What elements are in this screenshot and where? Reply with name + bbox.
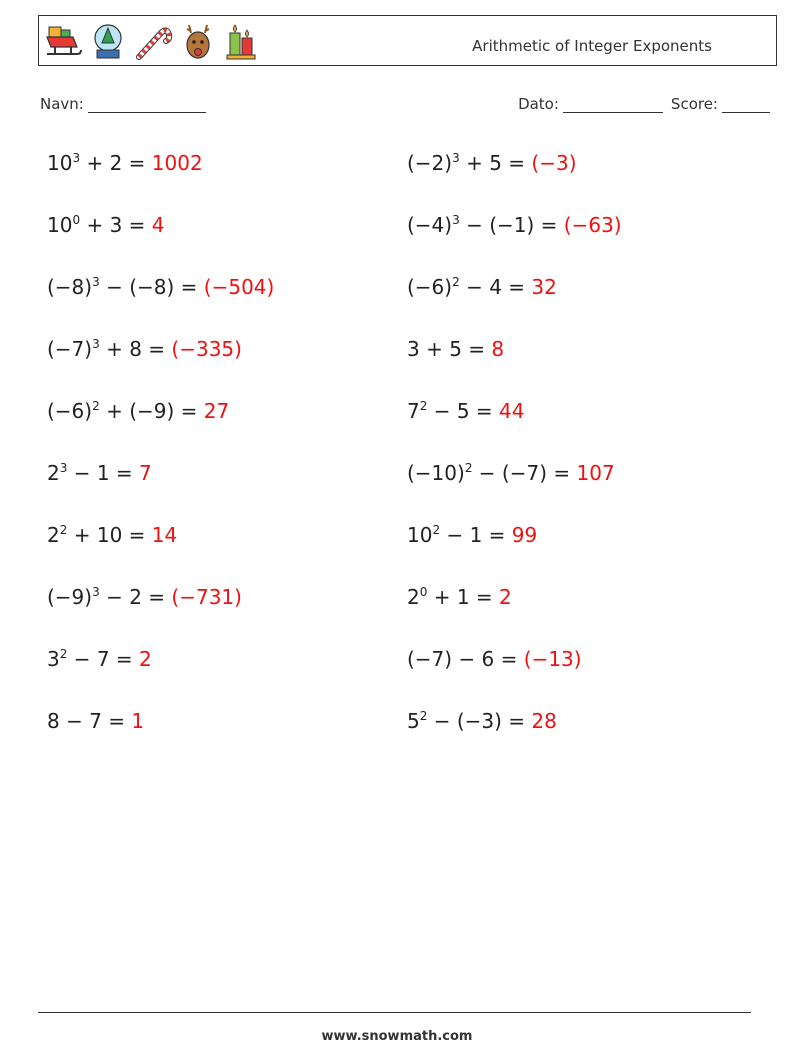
answer: 1 [131, 709, 145, 733]
problem-4: $(-4)^3 - (-1) = (-63)$ [407, 213, 622, 237]
answer: (−504) [203, 275, 275, 299]
date-field [518, 95, 663, 113]
score-label: Score: [670, 95, 718, 113]
answer: 27 [203, 399, 230, 423]
score-blank[interactable] [722, 96, 770, 113]
date-blank[interactable] [563, 96, 663, 113]
answer: (−335) [171, 337, 242, 361]
problem-2: $(-2)^3 + 5 = (-3)$ [407, 151, 577, 175]
candy-cane-icon [133, 21, 173, 63]
name-field [40, 95, 206, 113]
problem-19: 8 − 7 = 1 [47, 709, 145, 733]
name-blank[interactable] [88, 96, 206, 113]
answer: 7 [139, 461, 152, 485]
problem-15: $(-9)^3 - 2 = (-731)$ [47, 585, 242, 609]
score-field [671, 95, 770, 113]
candles-icon [223, 21, 257, 63]
header-icons [43, 21, 257, 63]
footer-divider [38, 1012, 751, 1013]
problem-16: $2^0 + 1 = 2$ [407, 585, 512, 609]
answer: 14 [151, 523, 178, 547]
problem-14: $10^2 - 1 = 99$ [407, 523, 538, 547]
worksheet-title: Arithmetic of Integer Exponents [472, 37, 712, 55]
answer: (−3) [531, 151, 577, 175]
date-label: Dato: [518, 95, 559, 113]
sleigh-icon [43, 21, 83, 63]
problem-9: $(-6)^2 + (-9) = 27$ [47, 399, 230, 423]
footer-url[interactable]: www.snowmath.com [321, 1029, 473, 1044]
problem-20: $5^2 - (-3) = 28$ [407, 709, 557, 733]
problem-1: $10^3 + 2 = 1002$ [47, 151, 203, 175]
problem-grid [47, 145, 767, 765]
answer: 2 [139, 647, 152, 671]
answer: 2 [499, 585, 512, 609]
answer: (−731) [171, 585, 242, 609]
answer: 8 [491, 337, 505, 361]
problem-8: 3 + 5 = 8 [407, 337, 505, 361]
problem-13: $2^2 + 10 = 14$ [47, 523, 178, 547]
problem-6: $(-6)^2 - 4 = 32$ [407, 275, 557, 299]
name-label: Navn: [40, 95, 84, 113]
problem-10: $7^2 - 5 = 44$ [407, 399, 525, 423]
answer: 107 [576, 461, 615, 485]
answer: 32 [531, 275, 557, 299]
answer: 44 [499, 399, 525, 423]
problem-18: (−7) − 6 = (−13) [407, 647, 582, 671]
problem-3: $10^0 + 3 = 4$ [47, 213, 165, 237]
problem-12: $(-10)^2 - (-7) = 107$ [407, 461, 615, 485]
answer: (−13) [523, 647, 582, 671]
answer: 99 [511, 523, 538, 547]
header-box [38, 15, 777, 66]
problem-17: $3^2 - 7 = 2$ [47, 647, 152, 671]
reindeer-icon [181, 21, 215, 63]
answer: 4 [151, 213, 165, 237]
problem-5: $(-8)^3 - (-8) = (-504)$ [47, 275, 275, 299]
date-score-fields [518, 95, 770, 113]
answer: 28 [531, 709, 557, 733]
answer: (−63) [563, 213, 622, 237]
problem-7: $(-7)^3 + 8 = (-335)$ [47, 337, 242, 361]
snow-globe-icon [91, 21, 125, 63]
problem-11: $2^3 - 1 = 7$ [47, 461, 152, 485]
answer: 1002 [151, 151, 203, 175]
